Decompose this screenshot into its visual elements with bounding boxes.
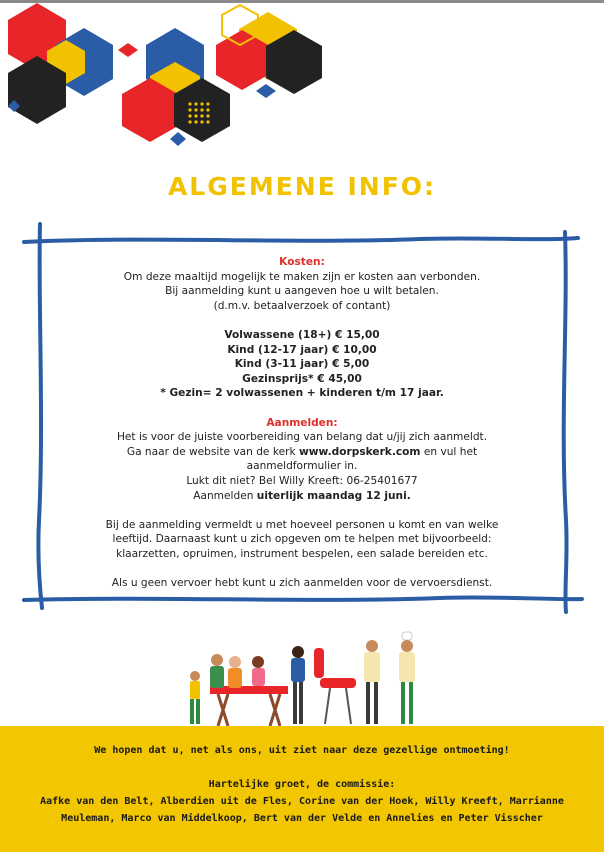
- costs-intro-line: (d.m.v. betaalverzoek of contant): [213, 299, 391, 312]
- footer-greeting: Hartelijke groet, de commissie:: [208, 779, 396, 790]
- register-line: Het is voor de juiste voorbereiding van belang dat u/jij zich aanmeldt.: [116, 431, 488, 444]
- page-title: ALGEMENE INFO:: [167, 172, 437, 201]
- website-link[interactable]: www.dorpskerk.com: [298, 445, 421, 458]
- person-head: [292, 646, 304, 658]
- grill-bowl: [320, 678, 356, 688]
- costs-intro-line: Bij aanmelding kunt u aangeven hoe u wilt betalen.: [165, 285, 439, 298]
- footer-banner: [0, 726, 604, 852]
- cook-head: [366, 640, 378, 652]
- transport-line: Als u geen vervoer hebt kunt u zich aanmelden voor de vervoersdienst.: [111, 577, 493, 590]
- chef-hat: [402, 632, 412, 640]
- frame-right: [564, 232, 567, 612]
- child-body: [190, 681, 200, 699]
- chef-head: [401, 640, 413, 652]
- price-child: Kind (3-11 jaar) € 5,00: [234, 358, 370, 371]
- costs-intro-line: Om deze maaltijd mogelijk te maken zijn er kosten aan verbonden.: [123, 270, 481, 283]
- price-adult: Volwassene (18+) € 15,00: [224, 328, 380, 341]
- frame-bottom: [24, 597, 582, 600]
- grill-lid: [314, 648, 324, 678]
- frame-top: [24, 238, 578, 242]
- register-line: [40, 445, 564, 460]
- deadline-line: [40, 489, 564, 504]
- register-heading: Aanmelden:: [266, 416, 338, 429]
- details-line: klaarzetten, opruimen, instrument bespelen, een salade bereiden etc.: [116, 547, 488, 560]
- footer-hope: We hopen dat u, net als ons, uit ziet naar deze gezellige ontmoeting!: [94, 745, 510, 756]
- price-teen: Kind (12-17 jaar) € 10,00: [227, 343, 377, 356]
- child-head: [190, 671, 200, 681]
- deadline-text: Aanmelden: [193, 489, 257, 502]
- person-head: [211, 654, 223, 666]
- price-family: Gezinsprijs* € 45,00: [242, 372, 362, 385]
- footer-text: [0, 742, 604, 827]
- register-line: aanmeldformulier in.: [246, 460, 358, 473]
- phone-line: Lukt dit niet? Bel Willy Kreeft: 06-25401677: [186, 474, 418, 487]
- details-line: Bij de aanmelding vermeldt u met hoeveel personen u komt en van welke: [105, 518, 499, 531]
- deadline-date: uiterlijk maandag 12 juni.: [256, 489, 411, 502]
- details-line: leeftijd. Daarnaast kunt u zich opgeven om te helpen met bijvoorbeeld:: [112, 533, 492, 546]
- person-head: [229, 656, 241, 668]
- barbecue-people-illustration: [180, 628, 430, 728]
- footer-names: Aafke van den Belt, Alberdien uit de Fles, Corine van der Hoek, Willy Kreeft, Marrianne: [40, 796, 564, 807]
- info-block: [40, 255, 564, 591]
- register-text: Ga naar de website van de kerk: [126, 445, 299, 458]
- costs-heading: Kosten:: [279, 256, 325, 268]
- family-note: * Gezin= 2 volwassenen + kinderen t/m 17 jaar.: [160, 387, 444, 400]
- person-head: [252, 656, 264, 668]
- register-text: en vul het: [420, 445, 478, 458]
- footer-names: Meuleman, Marco van Middelkoop, Bert van der Velde en Annelies en Peter Visscher: [61, 813, 543, 824]
